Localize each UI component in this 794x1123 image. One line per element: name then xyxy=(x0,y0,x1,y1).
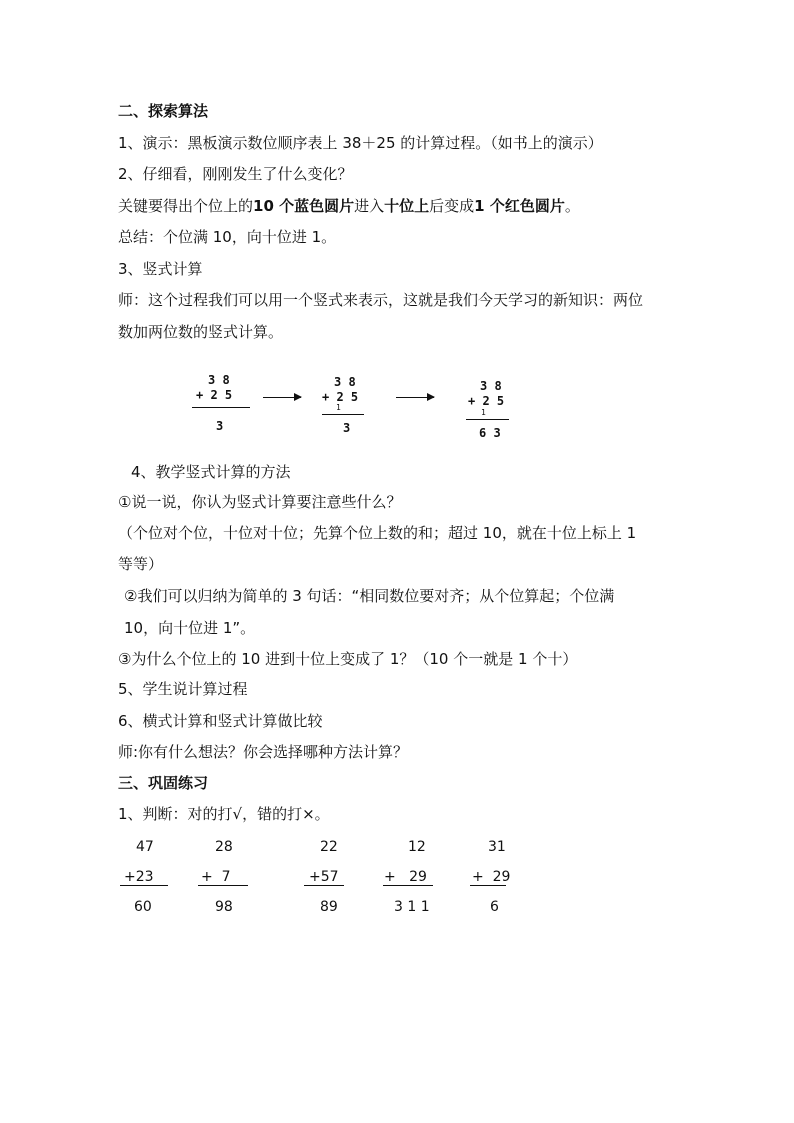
vcalc3-result: 6 3 xyxy=(479,426,501,440)
paragraph-observe: 2、仔细看，刚刚发生了什么变化？ xyxy=(118,165,353,183)
section-title-explore: 二、探索算法 xyxy=(118,102,209,120)
vcalc3-top: 3 8 xyxy=(480,379,502,393)
vcalc1-result: 3 xyxy=(216,419,224,433)
paragraph-key-point xyxy=(118,196,580,216)
exercise-5-line xyxy=(470,885,506,886)
paragraph-summary: 总结：个位满 10，向十位进 1。 xyxy=(118,228,337,246)
exercise-4-line xyxy=(383,885,433,886)
key-text-a: 关键要得出个位上的 xyxy=(118,197,254,215)
vcalc3-mid: + 2 5 xyxy=(468,394,505,408)
exercise-1-a: 47 xyxy=(136,839,154,855)
key-text-g: 。 xyxy=(564,197,580,215)
exercise-3-b: +57 xyxy=(309,869,339,885)
arrow-right-icon xyxy=(263,397,301,398)
exercise-1-result: 60 xyxy=(134,899,152,915)
paragraph-teacher-a: 师：这个过程我们可以用一个竖式来表示，这就是我们今天学习的新知识：两位 xyxy=(118,291,644,309)
exercise-3-a: 22 xyxy=(320,839,338,855)
exercise-5-result: 6 xyxy=(490,899,499,915)
arrow-right-icon xyxy=(396,397,434,398)
vcalc3-carry: 1 xyxy=(481,408,486,417)
paragraph-vertical-calc: 3、竖式计算 xyxy=(118,260,203,278)
paragraph-judge: 1、判断：对的打√，错的打×。 xyxy=(118,805,330,823)
vcalc2-line xyxy=(322,414,364,415)
vcalc1-mid: + 2 5 xyxy=(196,388,233,402)
vcalc2-top: 3 8 xyxy=(334,375,356,389)
paragraph-answer-a: （个位对个位，十位对十位；先算个位上数的和；超过 10，就在十位上标上 1 xyxy=(118,524,637,542)
paragraph-summary-three-b: 10，向十位进 1”。 xyxy=(124,619,256,637)
paragraph-teacher-question: 师:你有什么想法？你会选择哪种方法计算？ xyxy=(118,743,409,761)
exercise-2-line xyxy=(198,885,248,886)
exercise-1-b: +23 xyxy=(124,869,154,885)
paragraph-students: 5、学生说计算过程 xyxy=(118,680,248,698)
key-text-e: 后变成 xyxy=(429,197,475,215)
paragraph-discuss: ①说一说，你认为竖式计算要注意些什么？ xyxy=(118,493,402,511)
paragraph-demo: 1、演示：黑板演示数位顺序表上 38＋25 的计算过程。（如书上的演示） xyxy=(118,134,603,152)
paragraph-teacher-b: 数加两位数的竖式计算。 xyxy=(118,323,284,341)
exercise-2-a: 28 xyxy=(215,839,233,855)
key-text-f: 1 个红色圆片 xyxy=(474,197,565,215)
paragraph-answer-b: 等等） xyxy=(118,555,164,573)
key-text-c: 进入 xyxy=(354,197,385,215)
vcalc3-line xyxy=(466,419,509,420)
paragraph-why: ③为什么个位上的 10 进到十位上变成了 1？（10 个一就是 1 个十） xyxy=(118,650,578,668)
exercise-4-b: + 29 xyxy=(384,869,427,885)
exercise-1-line xyxy=(120,885,168,886)
paragraph-compare: 6、横式计算和竖式计算做比较 xyxy=(118,712,323,730)
section-title-practice: 三、巩固练习 xyxy=(118,774,209,792)
exercise-5-a: 31 xyxy=(488,839,506,855)
vcalc2-result: 3 xyxy=(343,421,351,435)
paragraph-teaching-method: 4、教学竖式计算的方法 xyxy=(131,463,291,481)
exercise-3-line xyxy=(304,885,344,886)
vcalc1-top: 3 8 xyxy=(208,373,230,387)
exercise-4-a: 12 xyxy=(408,839,426,855)
exercise-5-b: + 29 xyxy=(472,869,511,885)
exercise-3-result: 89 xyxy=(320,899,338,915)
exercise-2-result: 98 xyxy=(215,899,233,915)
vcalc1-line xyxy=(192,407,250,408)
vcalc2-mid: + 2 5 xyxy=(322,390,359,404)
exercise-2-b: + 7 xyxy=(201,869,231,885)
key-text-b: 10 个蓝色圆片 xyxy=(253,197,355,215)
exercise-4-result: 3 1 1 xyxy=(394,899,430,915)
vcalc2-carry: 1 xyxy=(336,403,341,412)
key-text-d: 十位上 xyxy=(384,197,430,215)
paragraph-summary-three-a: ②我们可以归纳为简单的 3 句话：“相同数位要对齐；从个位算起；个位满 xyxy=(124,587,615,605)
